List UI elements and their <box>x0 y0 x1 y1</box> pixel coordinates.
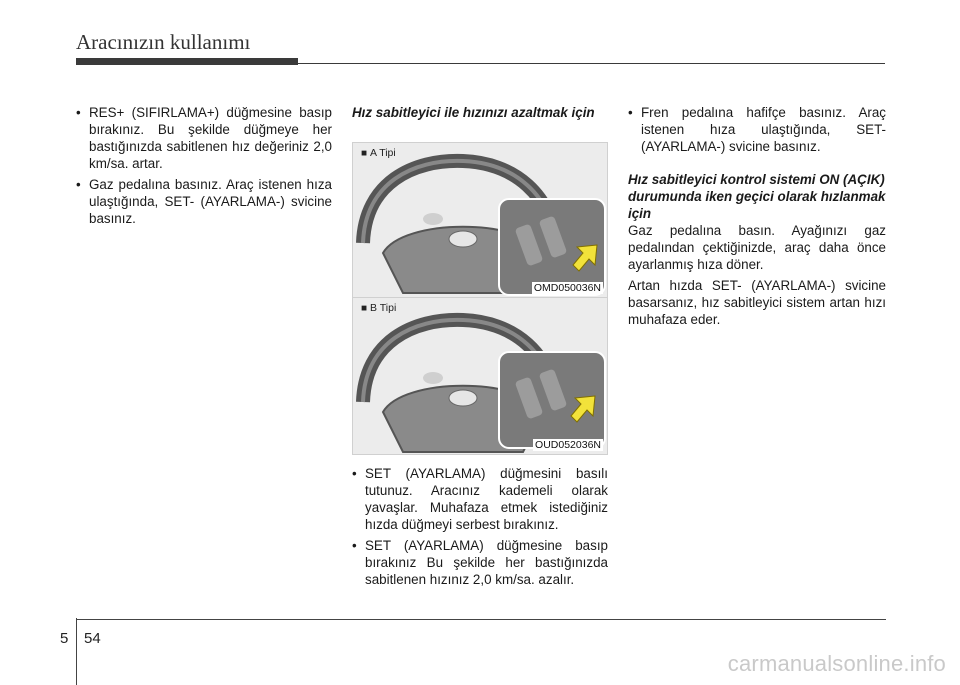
bullet-list <box>352 465 608 588</box>
paragraph: Gaz pedalına basın. Ayağınızı gaz pedalından çektiğinizde, araç daha önce ayarlanmış hıza döner. <box>628 223 886 272</box>
header-rule-thin <box>298 63 885 64</box>
steering-wheel-illustration <box>353 298 608 455</box>
paragraph: Artan hızda SET- (AYARLAMA-) svicine basarsanız, hız sabitleyici sistem artan hızı muhafaza eder. <box>628 278 886 327</box>
figure-code: OMD050036N <box>533 282 601 294</box>
bullet-list <box>76 104 332 227</box>
header-rule-thick <box>76 58 298 65</box>
list-item: • SET (AYARLAMA) düğmesini basılı tutunuz. Aracınız kademeli olarak yavaşlar. Muhafaza etmek istediğiniz hızda düğmeyi serbest bırakınız. <box>352 465 608 533</box>
watermark: carmanualsonline.info <box>727 651 946 676</box>
column-middle-lower <box>352 465 608 592</box>
chapter-number: 5 <box>60 630 69 647</box>
footer-divider <box>76 618 77 685</box>
list-item: • Fren pedalına hafifçe basınız. Araç istenen hıza ulaştığında, SET- (AYARLAMA-) svicine basınız. <box>628 104 886 155</box>
list-item: • RES+ (SIFIRLAMA+) düğmesine basıp bırakınız. Bu şekilde düğmeye her bastığınızda sabitlenen hız değeriniz 2,0 km/sa. artar. <box>76 104 332 172</box>
steering-wheel-illustration <box>353 143 608 298</box>
list-item: • SET (AYARLAMA) düğmesine basıp bırakınız Bu şekilde her bastığınızda sabitlenen hızınız 2,0 km/sa. azalır. <box>352 537 608 588</box>
control-closeup-icon <box>499 199 605 295</box>
page-number: 54 <box>84 630 101 647</box>
column-right <box>628 104 886 332</box>
section-heading: Hız sabitleyici kontrol sistemi ON (AÇIK) durumunda iken geçici olarak hızlanmak için <box>628 172 886 221</box>
figure-code: OUD052036N <box>535 439 601 451</box>
section-heading: Hız sabitleyici ile hızınızı azaltmak için <box>352 105 595 120</box>
page-header-title: Aracınızın kullanımı <box>76 30 251 54</box>
bullet-list <box>628 104 886 155</box>
column-middle <box>352 104 608 121</box>
footer-rule <box>76 619 886 620</box>
list-item: • Gaz pedalına basınız. Araç istenen hıza ulaştığında, SET- (AYARLAMA-) svicine basınız. <box>76 176 332 227</box>
figure-type-a <box>352 142 608 298</box>
control-closeup-icon <box>499 352 605 448</box>
figure-label: ■ A Tipi <box>361 147 396 159</box>
figure-label: ■ B Tipi <box>361 302 397 314</box>
figure-type-b <box>352 297 608 455</box>
column-left <box>76 104 332 231</box>
